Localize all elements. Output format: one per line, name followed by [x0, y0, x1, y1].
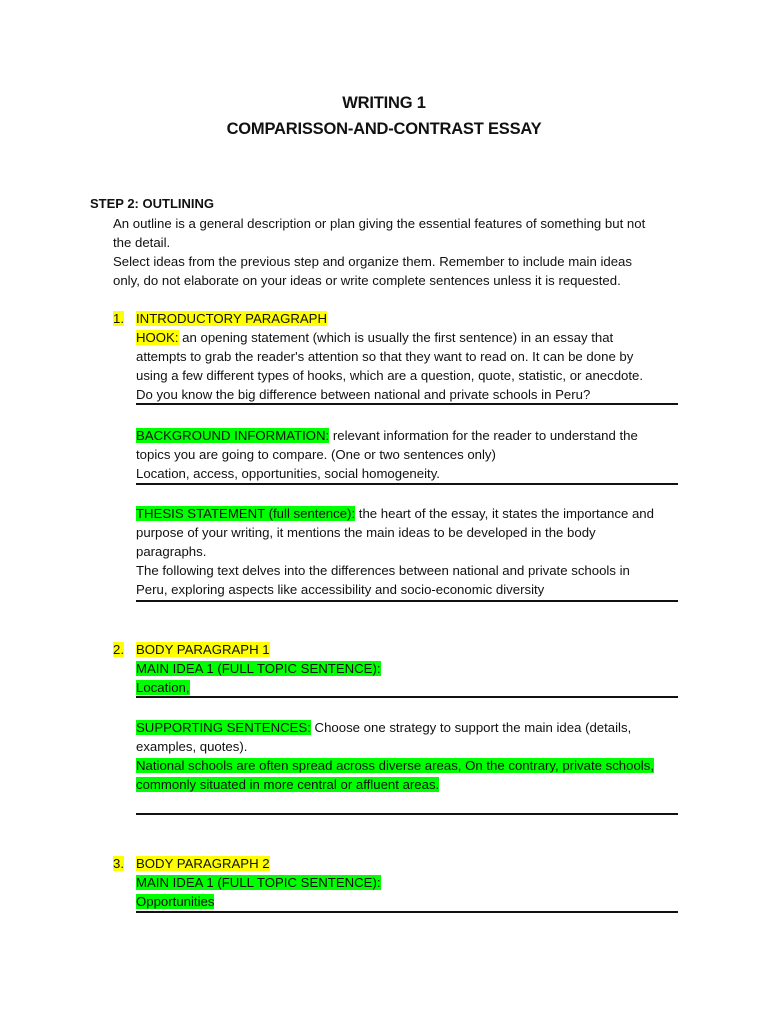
section1-heading: INTRODUCTORY PARAGRAPH	[136, 311, 328, 326]
hook-label: HOOK:	[136, 330, 179, 345]
background-block	[136, 426, 682, 483]
answer-rule	[136, 813, 678, 815]
section2-heading: BODY PARAGRAPH 1	[136, 642, 270, 657]
main-idea-label: MAIN IDEA 1 (FULL TOPIC SENTENCE):	[136, 875, 381, 890]
thesis-label: THESIS STATEMENT (full sentence):	[136, 506, 356, 521]
hook-description: attempts to grab the reader's attention so that they want to read on. It can be done by	[136, 349, 634, 364]
main-idea-answer: Opportunities	[136, 894, 215, 909]
answer-rule	[136, 600, 678, 602]
hook-description: an opening statement (which is usually the first sentence) in an essay that	[178, 330, 614, 345]
section-number-2: 2.	[113, 642, 124, 657]
section3-heading: BODY PARAGRAPH 2	[136, 856, 270, 871]
intro-line: only, do not elaborate on your ideas or write complete sentences unless it is requested.	[113, 273, 621, 288]
thesis-description: paragraphs.	[136, 544, 207, 559]
supporting-description: examples, quotes).	[136, 739, 248, 754]
hook-description: using a few different types of hooks, which are a question, quote, statistic, or anecdote.	[136, 368, 644, 383]
background-label: BACKGROUND INFORMATION:	[136, 428, 330, 443]
section2-block	[136, 640, 682, 697]
supporting-answer: National schools are often spread across diverse areas, On the contrary, private schools,	[136, 758, 654, 773]
answer-rule	[136, 483, 678, 485]
section-number-1: 1.	[113, 311, 124, 326]
hook-answer: Do you know the big difference between national and private schools in Peru?	[136, 387, 591, 402]
supporting-label: SUPPORTING SENTENCES:	[136, 720, 311, 735]
thesis-description: the heart of the essay, it states the importance and	[355, 506, 654, 521]
section1-block	[136, 309, 682, 404]
thesis-description: purpose of your writing, it mentions the main ideas to be developed in the body	[136, 525, 596, 540]
section-number-3: 3.	[113, 856, 124, 871]
background-description: topics you are going to compare. (One or two sentences only)	[136, 447, 496, 462]
supporting-description: Choose one strategy to support the main idea (details,	[310, 720, 632, 735]
thesis-block	[136, 504, 682, 599]
intro-line: An outline is a general description or plan giving the essential features of something but not	[113, 216, 646, 231]
background-description: relevant information for the reader to understand the	[329, 428, 638, 443]
main-idea-answer: Location,	[136, 680, 190, 695]
answer-rule	[136, 911, 678, 913]
document-title-line2: COMPARISSON-AND-CONTRAST ESSAY	[226, 120, 542, 138]
thesis-answer: Peru, exploring aspects like accessibility and socio-economic diversity	[136, 582, 545, 597]
background-answer: Location, access, opportunities, social homogeneity.	[136, 466, 440, 481]
supporting-block	[136, 718, 682, 794]
step-heading: STEP 2: OUTLINING	[90, 196, 214, 211]
answer-rule	[136, 696, 678, 698]
supporting-answer: commonly situated in more central or affluent areas.	[136, 777, 440, 792]
intro-paragraph	[113, 214, 645, 290]
thesis-answer: The following text delves into the differences between national and private schools in	[136, 563, 630, 578]
answer-rule	[136, 403, 678, 405]
document-title-line1: WRITING 1	[342, 94, 426, 112]
intro-line: the detail.	[113, 235, 171, 250]
section3-block	[136, 854, 682, 911]
main-idea-label: MAIN IDEA 1 (FULL TOPIC SENTENCE):	[136, 661, 381, 676]
intro-line: Select ideas from the previous step and organize them. Remember to include main ideas	[113, 254, 632, 269]
